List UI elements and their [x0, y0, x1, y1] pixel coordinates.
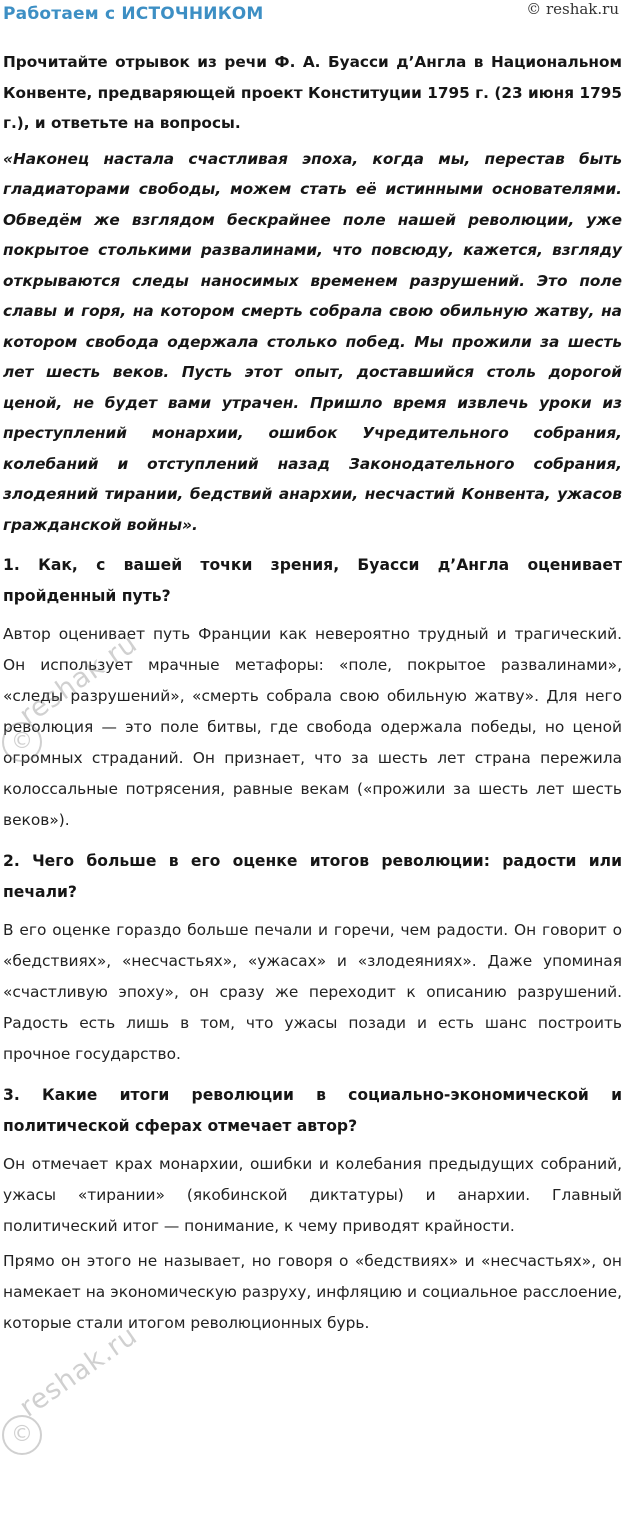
watermark-2: reshak.ru — [14, 1319, 144, 1424]
header — [0, 0, 625, 44]
question-2: 2. Чего больше в его оценке итогов революции: радости или печали? — [3, 852, 622, 901]
answer-1: Автор оценивает путь Франции как невероятно трудный и трагический. Он использует мрачные метафоры: «поле, покрытое развалинами», «следы разрушений», «смерть собрала свою обильную жатву». Для него революция — это поле битвы, где свобода одержала победы, но ценой огромных страданий. Он признает, что за шесть лет страна пережила колоссальные потрясения, равные векам («прожили за шесть лет шесть веков»). — [3, 625, 622, 829]
copyright-watermark-icon: © — [2, 1415, 42, 1455]
site-watermark: © reshak.ru — [526, 0, 619, 18]
question-3: 3. Какие итоги революции в социально-экономической и политической сферах отмечает автор? — [3, 1086, 622, 1135]
answer-2: В его оценке гораздо больше печали и горечи, чем радости. Он говорит о «бедствиях», «несчастьях», «ужасах» и «злодеяниях». Даже упоминая «счастливую эпоху», он сразу же переходит к описанию разрушений. Радость есть лишь в том, что ужасы позади и есть шанс построить прочное государство. — [3, 921, 622, 1063]
content — [3, 47, 622, 1339]
section-label: Работаем с ИСТОЧНИКОМ — [3, 4, 264, 24]
task-intro: Прочитайте отрывок из речи Ф. А. Буасси д’Англа в Национальном Конвенте, предваряющей проект Конституции 1795 г. (23 июня 1795 г.), и ответьте на вопросы. — [3, 53, 622, 132]
source-quote: «Наконец настала счастливая эпоха, когда мы, перестав быть гладиаторами свободы, можем стать её истинными основателями. Обведём же взглядом бескрайнее поле нашей революции, уже покрытое столькими развалинами, что повсюду, кажется, взгляду открываются следы наносимых временем разрушений. Это поле славы и горя, на котором смерть собрала свою обильную жатву, на котором свобода одержала столько побед. Мы прожили за шесть лет шесть веков. Пусть этот опыт, доставшийся столь дорогой ценой, не будет вами утрачен. Пришло время извлечь уроки из преступлений монархии, ошибок Учредительного собрания, колебаний и отступлений назад Законодательного собрания, злодеяний тирании, бедствий анархии, несчастий Конвента, ужасов гражданской войны». — [3, 149, 622, 534]
answer-3a: Он отмечает крах монархии, ошибки и колебания предыдущих собраний, ужасы «тирании» (якобинской диктатуры) и анархии. Главный политический итог — понимание, к чему приводят крайности. — [3, 1155, 622, 1235]
question-1: 1. Как, с вашей точки зрения, Буасси д’Англа оценивает пройденный путь? — [3, 556, 622, 605]
watermark-1: reshak.ru — [14, 627, 144, 732]
answer-3b: Прямо он этого не называет, но говоря о «бедствиях» и «несчастьях», он намекает на экономическую разруху, инфляцию и социальное расслоение, которые стали итогом революционных бурь. — [3, 1252, 622, 1332]
copyright-watermark-icon: © — [2, 722, 42, 762]
